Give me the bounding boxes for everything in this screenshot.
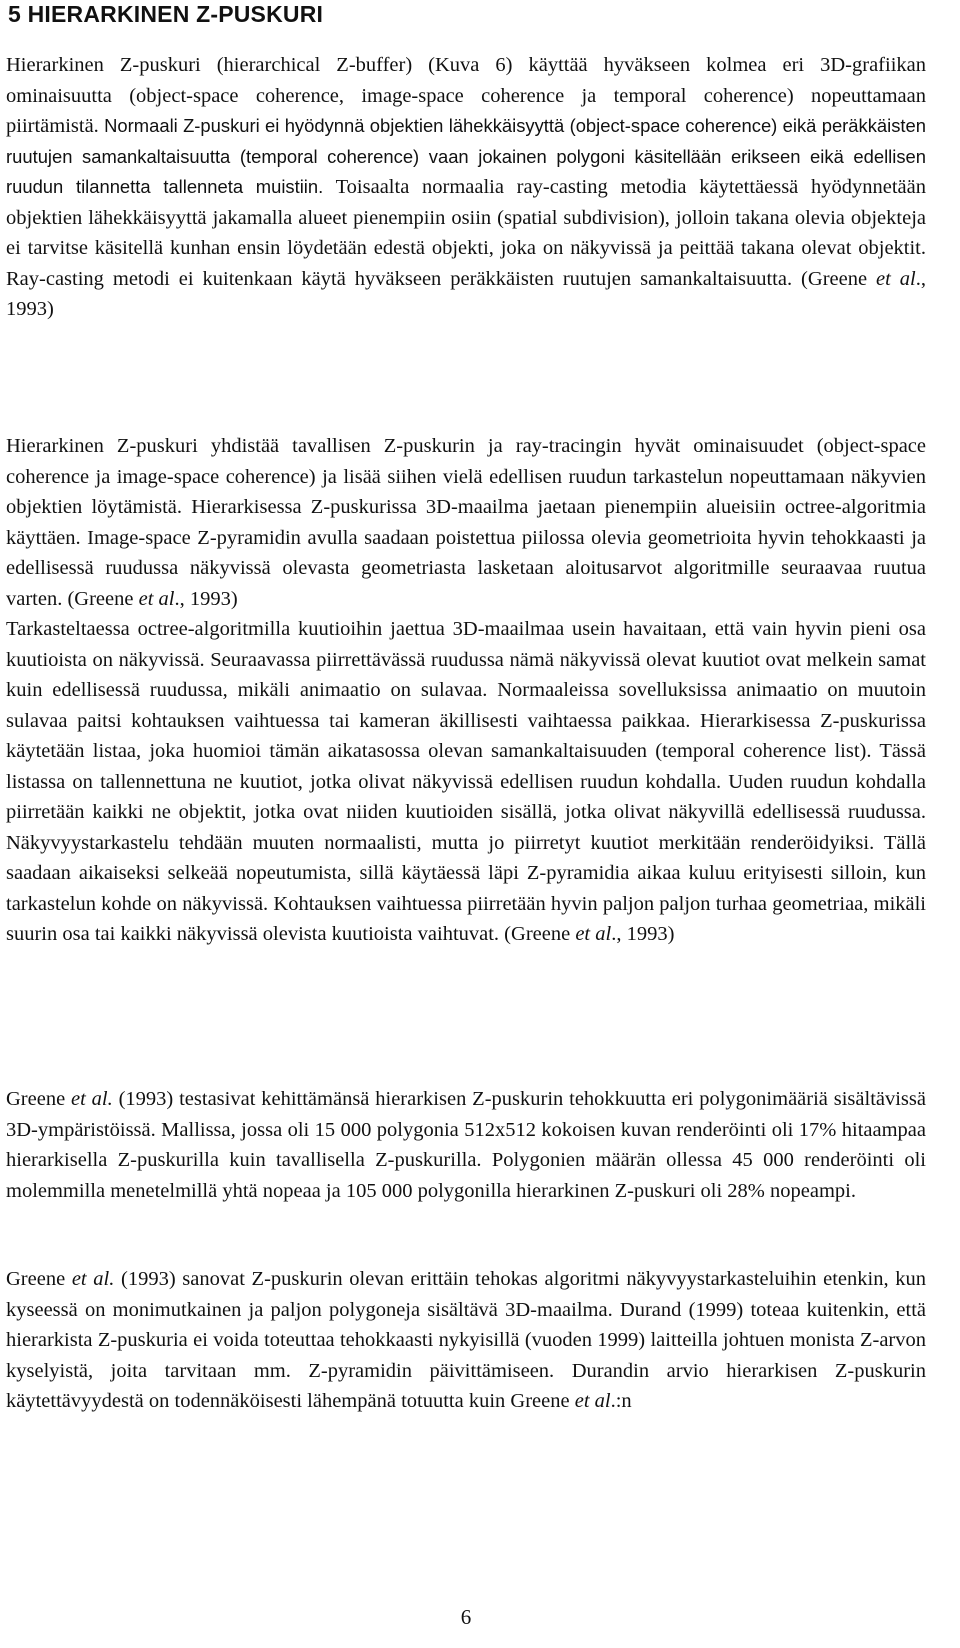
page-number: 6 bbox=[460, 1605, 472, 1629]
citation-et-al: et al. bbox=[71, 1268, 115, 1290]
paragraph-2-text: Hierarkinen Z-puskuri yhdistää tavallisen Z-puskurin ja ray-tracingin hyvät ominaisuudet (object-space coherence ja image-space coherence) ja lisää siihen vielä edellisen ruudun tarkastelun nopeuttamaan näkyvien objektien löytämistä. Hierarkisessa Z-puskurissa 3D-maailma jaetaan pienempiin alueisiin octree-algoritmia käyttäen. Image-space Z-pyramidin avulla saadaan poistettua piilossa olevia geometrioita hyvin tehokkaasti ja edellisessä ruudussa näkyvissä olevasta geometriasta lasketaan aloitusarvot algoritmille seuraavaa ruutua varten. (Greene bbox=[6, 435, 926, 610]
section-heading: 5 HIERARKINEN Z-PUSKURI bbox=[8, 1, 324, 27]
paragraph-1-text-b: Normaali Z-puskuri ei hyödynnä objektien lähekkäisyyttä (object-space coherence) eikä peräkkäisten ruutujen samankaltaisuutta (temporal coherence) vaan jokainen polygoni käsitellään erikseen eikä edellisen ruudun tilannetta tallenneta muistiin. bbox=[6, 115, 926, 197]
paragraph-3 bbox=[6, 614, 926, 950]
citation-year: ., 1993) bbox=[611, 923, 675, 945]
paragraph-4 bbox=[6, 1084, 926, 1206]
paragraph-4-text: (1993) testasivat kehittämänsä hierarkisen Z-puskurin tehokkuutta eri polygonimääriä sisältävissä 3D-ympäristöissä. Mallissa, jossa oli 15 000 polygonia 512x512 kokoisen kuvan renderöinti oli 17% hitaampaa hierarkisella Z-puskurilla kuin tavallisella Z-puskurilla. Polygonien määrän ollessa 45 000 renderöinti oli molemmilla menetelmillä yhtä nopeaa ja 105 000 polygonilla hierarkinen Z-puskuri oli 28% nopeampi. bbox=[6, 1088, 926, 1202]
paragraph-1 bbox=[6, 50, 926, 325]
paragraph-3-text: Tarkasteltaessa octree-algoritmilla kuutioihin jaettua 3D-maailmaa usein havaitaan, että vain hyvin pieni osa kuutioista on näkyvissä. Seuraavassa piirrettävässä ruudussa nämä näkyvissä olevat kuutiot ovat melkein samat kuin edellisessä ruudussa, mikäli animaatio on sulavaa. Normaaleissa sovelluksissa animaatio on muutoin sulavaa paitsi kohtauksen vaihtuessa tai kameran äkillisesti vaihtaessa paikkaa. Hierarkisessa Z-puskurissa käytetään listaa, joka huomioi tämän aikatasossa olevan samankaltaisuuden (temporal coherence list). Tässä listassa on tallennettuna ne kuutiot, jotka olivat näkyvissä edellisen ruudun kohdalla. Uuden ruudun kohdalla piirretään kaikki ne objektit, jotka ovat niiden kuutioiden sisällä, jotka olivat näkyvillä edellisessä ruudussa. Näkyvyystarkastelu tehdään muuten normaalisti, mutta jo piirretyt kuutiot merkitään renderöidyiksi. Tällä saadaan aikaiseksi selkeää nopeutumista, sillä käytäessä läpi Z-pyramidia aikaa kuluu erityisesti silloin, kun tarkastelun kohde on näkyvissä. Kohtauksen vaihtuessa piirretään hyvin paljon paljon turhaa geometriaa, mikäli suurin osa tai kaikki näkyvissä olevista kuutioista vaihtuvat. (Greene bbox=[6, 618, 926, 945]
paragraph-4-lead: Greene bbox=[6, 1088, 72, 1110]
citation-et-al: et al bbox=[138, 587, 175, 610]
paragraph-5-text: (1993) sanovat Z-puskurin olevan erittäin tehokas algoritmi näkyvyystarkasteluihin etenkin, kun kyseessä on monimutkainen ja paljon polygoneja sisältävä 3D-maailma. Durand (1999) toteaa kuitenkin, että hierarkista Z-puskuria ei voida toteuttaa tehokkaasti nykyisillä (vuoden 1999) laitteilla johtuen monista Z-arvon kyselyistä, joita tarvitaan mm. Z-pyramidin päivittämiseen. Durandin arvio hierarkisen Z-puskurin käytettävyydestä on todennäköisesti lähempänä totuutta kuin Greene bbox=[6, 1268, 926, 1412]
citation-et-al: et al bbox=[575, 923, 612, 945]
paragraph-1-text-a: Hierarkinen Z-puskuri (hierarchical Z-buffer) (Kuva 6) käyttää hyväkseen kolmea eri 3D-grafiikan ominaisuutta (object-space coherence, image-space coherence ja temporal coherence) nopeuttamaan piirtämistä. bbox=[6, 54, 926, 137]
citation-et-al: et al. bbox=[71, 1088, 113, 1110]
paragraph-2 bbox=[6, 431, 926, 614]
citation-et-al: et al bbox=[876, 267, 916, 290]
paragraph-1-text-c: Toisaalta normaalia ray-casting metodia käytettäessä hyödynnetään objektien lähekkäisyyttä jakamalla alueet pienempiin osiin (spatial subdivision), jolloin takana olevia objekteja ei tarvitse käsitellä kunhan ensin löydetään edestä objekti, joka on näkyvissä ja peittää takana olevat objektit. Ray-casting metodi ei kuitenkaan käytä hyväkseen peräkkäisten ruutujen samankaltaisuutta. (Greene bbox=[6, 176, 926, 290]
paragraph-5 bbox=[6, 1264, 926, 1417]
citation-year: ., 1993) bbox=[6, 267, 926, 320]
document-page bbox=[6, 0, 926, 1648]
citation-year: ., 1993) bbox=[174, 587, 238, 610]
citation-et-al-end: et al bbox=[574, 1390, 611, 1412]
paragraph-5-tail: .:n bbox=[610, 1390, 632, 1412]
paragraph-5-lead: Greene bbox=[6, 1268, 72, 1290]
